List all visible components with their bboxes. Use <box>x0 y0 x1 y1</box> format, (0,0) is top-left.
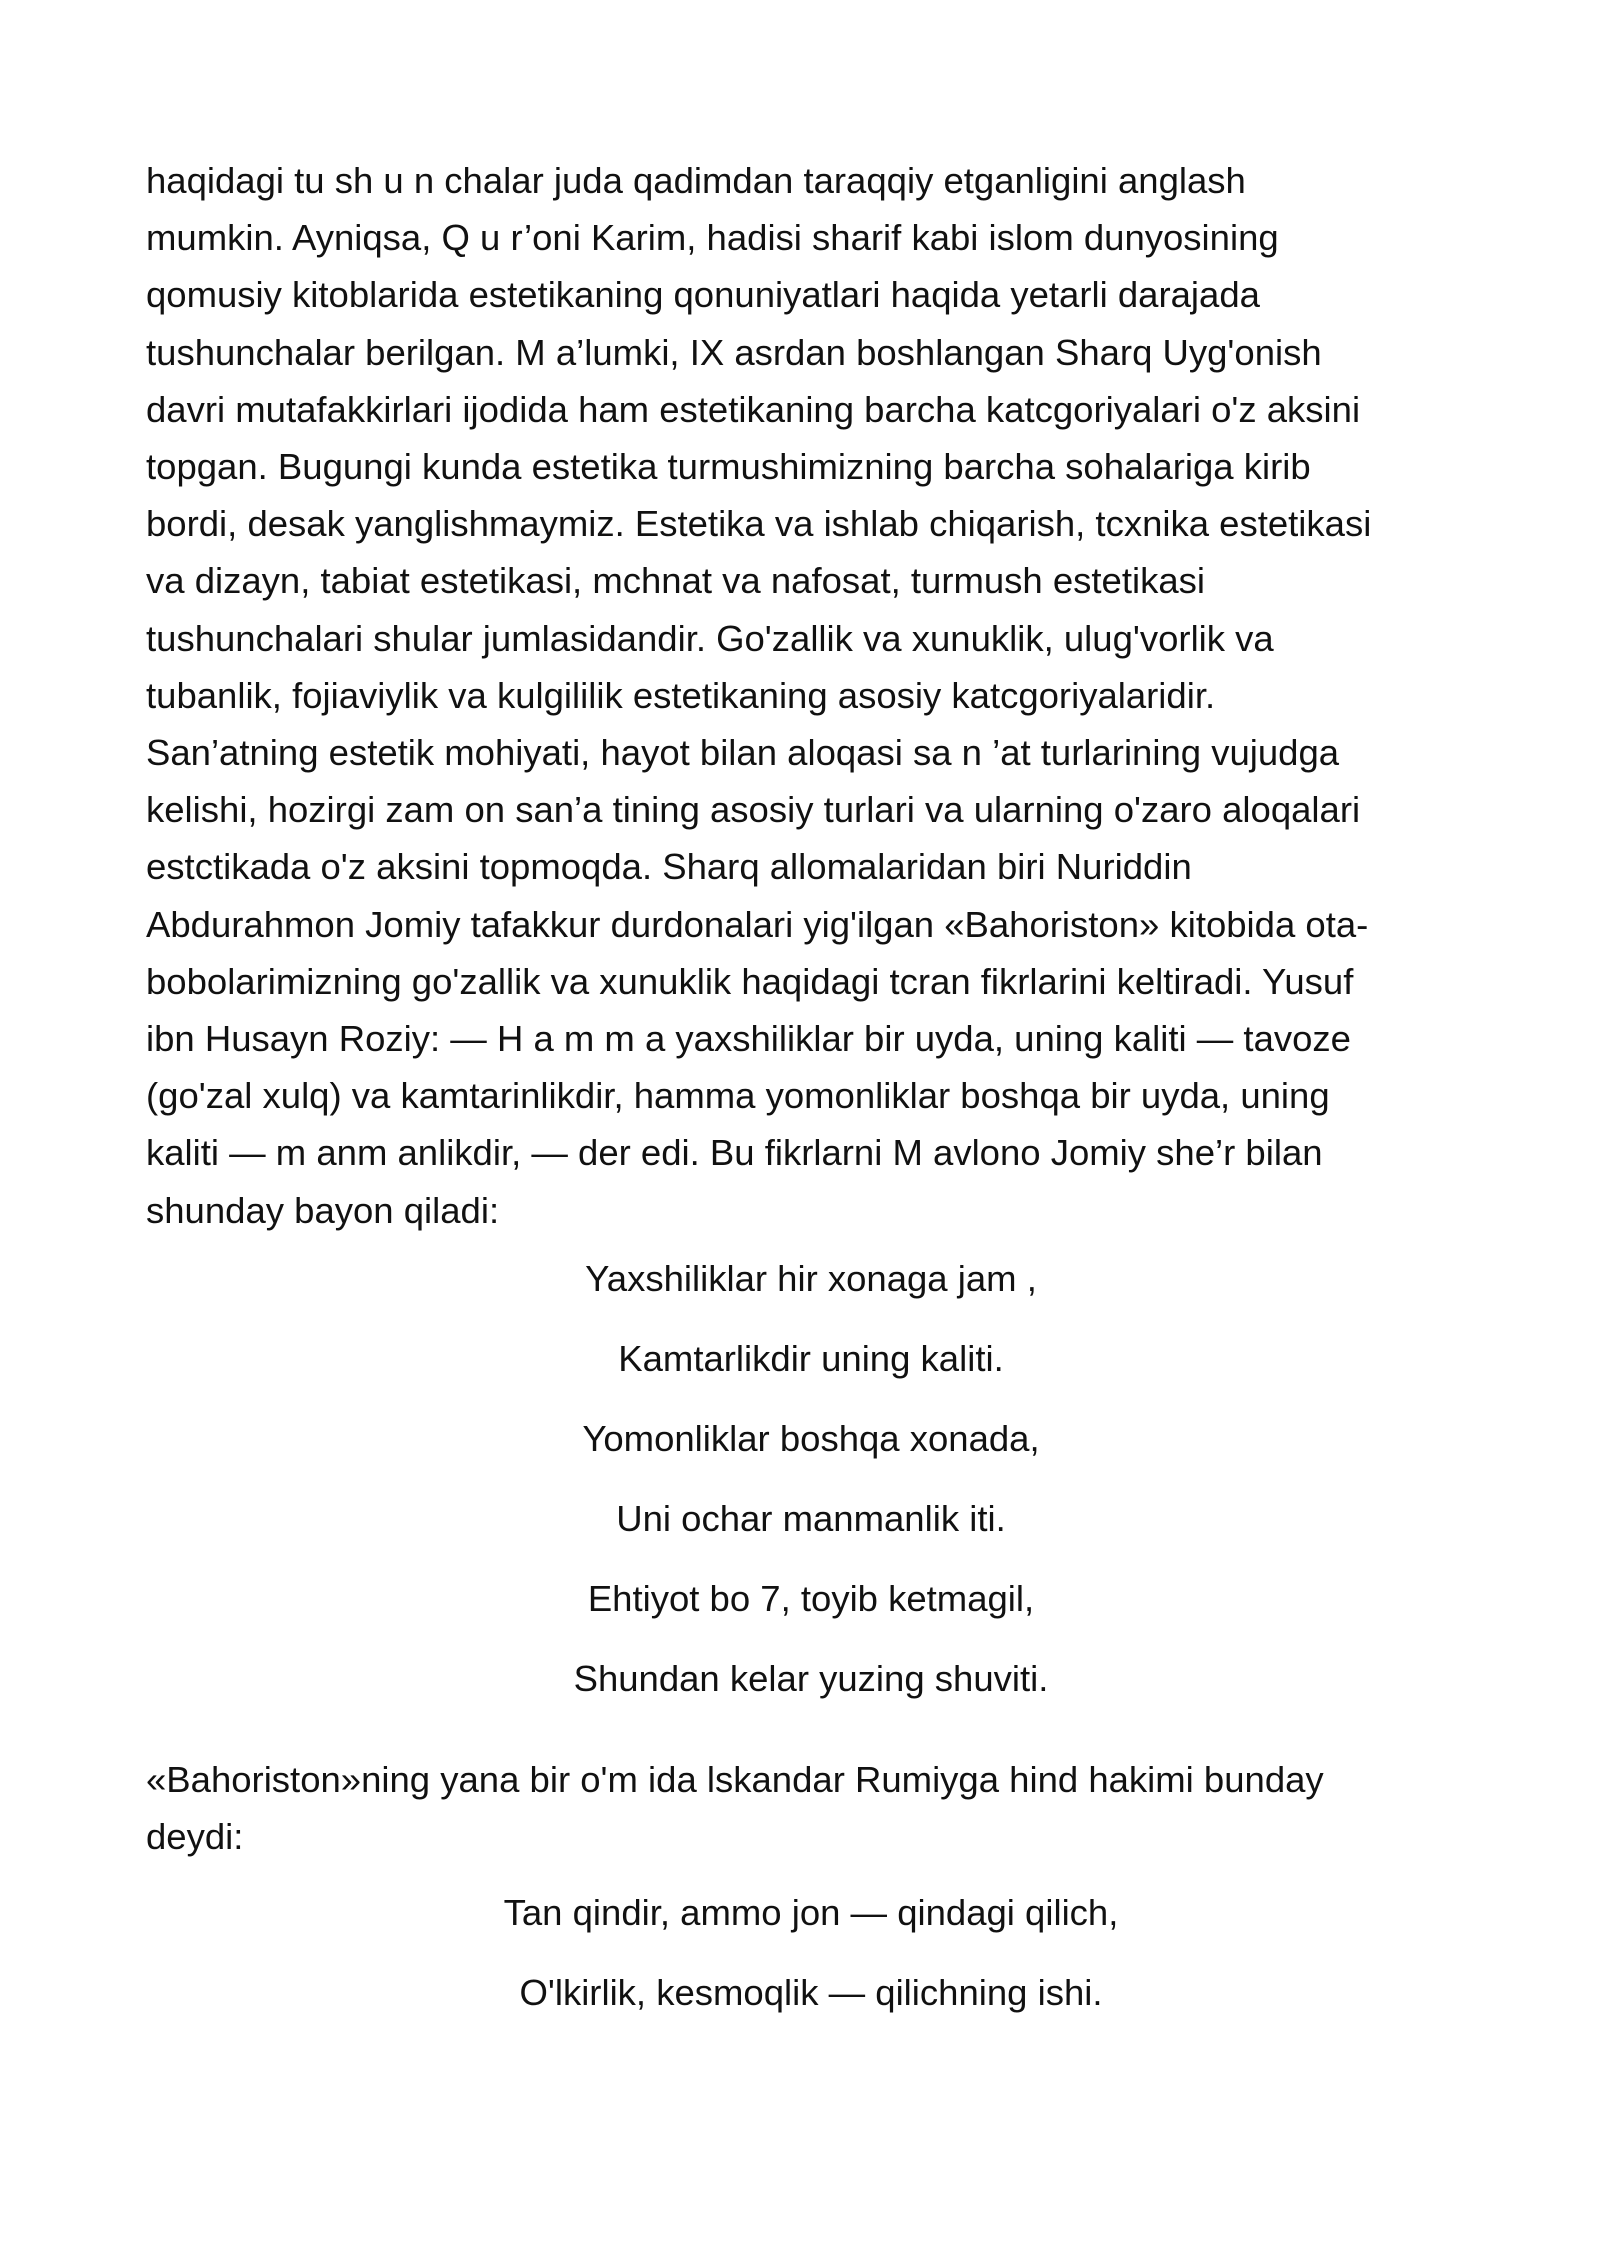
paragraph-line: ibn Husayn Roziy: — H a m m a yaxshiliklar bir uyda, uning kaliti — tavoze <box>146 1018 1351 1060</box>
paragraph-line: kelishi, hozirgi zam on san’a tining asosiy turlari va ularning o'zaro aloqalari <box>146 789 1361 831</box>
paragraph-line: haqidagi tu sh u n chalar juda qadimdan taraqqiy etganligini anglash <box>146 160 1246 201</box>
document-page <box>146 152 1476 2053</box>
paragraph-line: va dizayn, tabiat estetikasi, mchnat va nafosat, turmush estetikasi <box>146 560 1206 602</box>
poem-line: Kamtarlikdir uning kaliti. <box>618 1337 1004 1379</box>
paragraph-line: tushunchalari shular jumlasidandir. Go'zallik va xunuklik, ulug'vorlik va <box>146 617 1274 659</box>
poem-line: Uni ochar manmanlik iti. <box>616 1497 1006 1539</box>
poem-line: Yaxshiliklar hir xonaga jam , <box>585 1257 1037 1299</box>
poem-stanza <box>146 1893 1476 2013</box>
paragraph-line: deydi: <box>146 1816 244 1858</box>
body-paragraph <box>146 152 1476 1239</box>
paragraph-line: qomusiy kitoblarida estetikaning qonuniyatlari haqida yetarli darajada <box>146 274 1260 316</box>
paragraph-line: San’atning estetik mohiyati, hayot bilan aloqasi sa n ’at turlarining vujudga <box>146 732 1340 774</box>
poem-line: Yomonliklar boshqa xonada, <box>582 1417 1040 1459</box>
poem-line: Shundan kelar yuzing shuviti. <box>573 1657 1049 1699</box>
paragraph-line: tubanlik, fojiaviylik va kulgililik estetikaning asosiy katcgoriyalaridir. <box>146 674 1216 716</box>
paragraph-line: kaliti — m anm anlikdir, — der edi. Bu fikrlarni M avlono Jomiy she’r bilan <box>146 1132 1323 1174</box>
paragraph-line: Abdurahmon Jomiy tafakkur durdonalari yig'ilgan «Bahoriston» kitobida ota- <box>146 903 1369 945</box>
paragraph-line: bordi, desak yanglishmaymiz. Estetika va ishlab chiqarish, tcxnika estetikasi <box>146 503 1372 545</box>
poem-stanza <box>146 1259 1476 1699</box>
paragraph-line: tushunchalar berilgan. M a’lumki, IX asrdan boshlangan Sharq Uyg'onish <box>146 331 1322 373</box>
paragraph-line: mumkin. Ayniqsa, Q u r’oni Karim, hadisi sharif kabi islom dunyosining <box>146 217 1279 259</box>
paragraph-line: (go'zal xulq) va kamtarinlikdir, hamma yomonliklar boshqa bir uyda, uning <box>146 1075 1330 1117</box>
poem-line: Tan qindir, ammo jon — qindagi qilich, <box>503 1892 1119 1934</box>
paragraph-line: bobolarimizning go'zallik va xunuklik haqidagi tcran fikrlarini keltiradi. Yusuf <box>146 960 1354 1002</box>
paragraph-line: davri mutafakkirlari ijodida ham estetikaning barcha katcgoriyalari o'z aksini <box>146 388 1361 430</box>
body-paragraph <box>146 1751 1476 1865</box>
paragraph-line: «Bahoriston»ning yana bir o'm ida lskandar Rumiyga hind hakimi bunday <box>146 1758 1324 1800</box>
poem-line: O'lkirlik, kesmoqlik — qilichning ishi. <box>519 1972 1103 2014</box>
paragraph-line: shunday bayon qiladi: <box>146 1189 500 1231</box>
poem-line: Ehtiyot bo 7, toyib ketmagil, <box>587 1577 1035 1619</box>
paragraph-line: estctikada o'z aksini topmoqda. Sharq allomalaridan biri Nuriddin <box>146 846 1192 888</box>
paragraph-line: topgan. Bugungi kunda estetika turmushimizning barcha sohalariga kirib <box>146 446 1311 488</box>
